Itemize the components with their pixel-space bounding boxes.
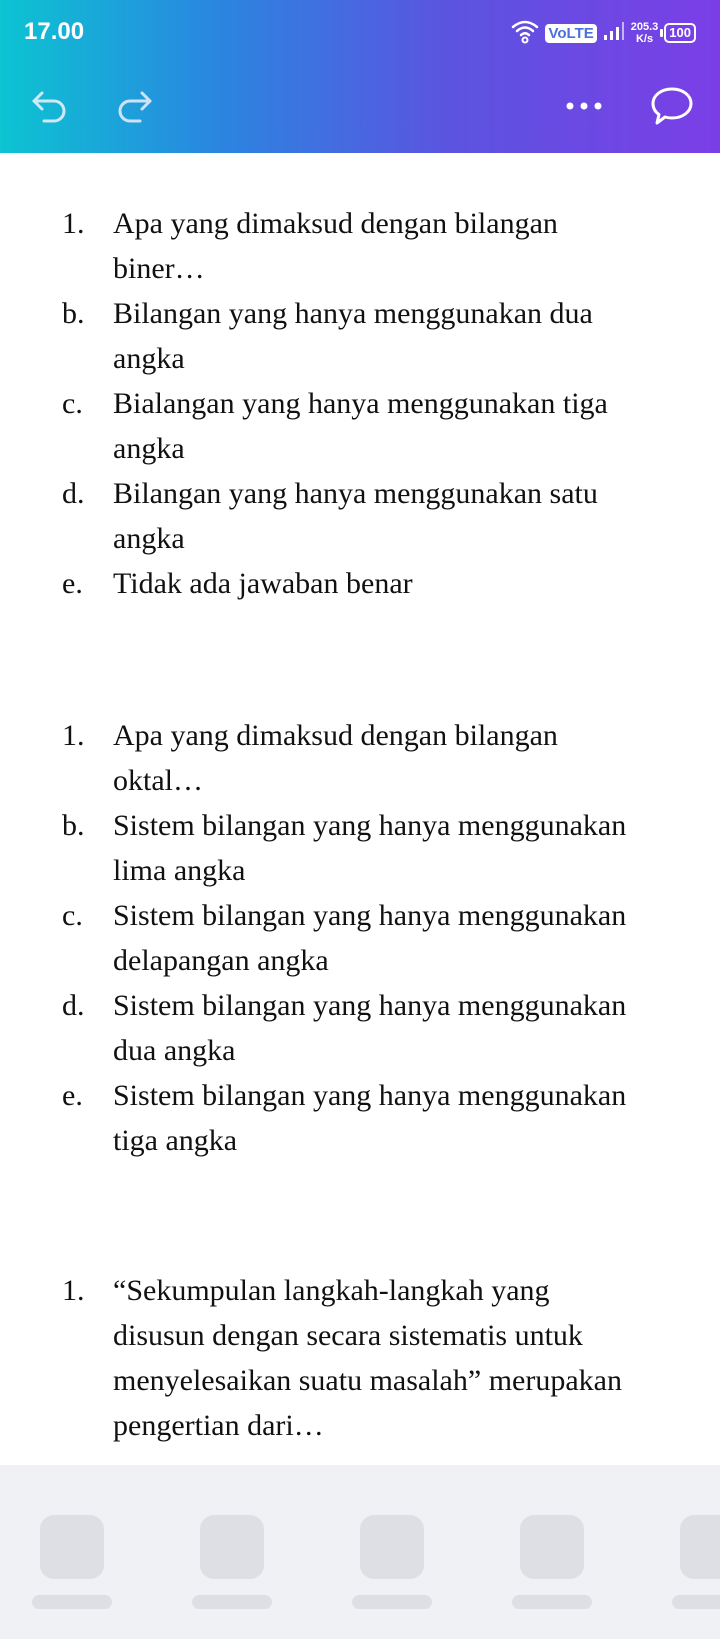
undo-button[interactable]: [22, 80, 78, 136]
more-options-button[interactable]: [556, 80, 612, 136]
tool-placeholder-label: [192, 1595, 272, 1609]
question-text: “Sekumpulan langkah-langkah yang disusun dengan secara sistematis untuk menyelesaikan suatu masalah” merupakan pengertian dari…: [113, 1274, 622, 1442]
answer-option: [62, 983, 682, 1073]
app-header: [0, 0, 720, 153]
answer-option: [62, 291, 682, 381]
option-marker: c.: [62, 387, 83, 420]
question-block: [62, 1268, 682, 1448]
speed-unit: K/s: [635, 33, 654, 45]
comment-icon: [650, 86, 694, 131]
question-stem: [62, 201, 682, 291]
answer-option: [62, 471, 682, 561]
answer-option: [62, 1073, 682, 1163]
option-marker: c.: [62, 899, 83, 932]
tool-placeholder[interactable]: [672, 1515, 720, 1609]
tool-placeholder[interactable]: [32, 1515, 112, 1609]
option-marker: d.: [62, 989, 85, 1022]
option-text: Tidak ada jawaban benar: [113, 567, 413, 600]
option-marker: b.: [62, 297, 85, 330]
bottom-tool-bar: [0, 1465, 720, 1639]
option-marker: d.: [62, 477, 85, 510]
option-text: Bilangan yang hanya menggunakan satu angka: [113, 477, 598, 555]
battery-indicator: 100: [664, 23, 696, 43]
question-number: 1.: [62, 719, 85, 752]
tool-placeholder-icon: [40, 1515, 104, 1579]
tool-placeholder-label: [352, 1595, 432, 1609]
status-time: 17.00: [24, 18, 85, 45]
tool-placeholder-icon: [360, 1515, 424, 1579]
question-stem: [62, 1268, 682, 1448]
speed-value: 205.3: [630, 21, 659, 33]
option-text: Sistem bilangan yang hanya menggunakan lima angka: [113, 809, 627, 887]
question-number: 1.: [62, 207, 85, 240]
tool-placeholder[interactable]: [512, 1515, 592, 1609]
status-bar: [0, 0, 720, 66]
answer-option: [62, 893, 682, 983]
tool-placeholder-label: [512, 1595, 592, 1609]
tool-placeholder-label: [32, 1595, 112, 1609]
question-stem: [62, 713, 682, 803]
question-number: 1.: [62, 1274, 85, 1307]
editor-toolbar: [0, 66, 720, 153]
question-block: [62, 713, 682, 1163]
question-text: Apa yang dimaksud dengan bilangan oktal…: [113, 719, 558, 797]
option-text: Sistem bilangan yang hanya menggunakan delapangan angka: [113, 899, 627, 977]
option-text: Bilangan yang hanya menggunakan dua angka: [113, 297, 593, 375]
status-icons: [511, 18, 696, 48]
tool-placeholder-icon: [200, 1515, 264, 1579]
comment-button[interactable]: [644, 80, 700, 136]
option-text: Sistem bilangan yang hanya menggunakan tiga angka: [113, 1079, 627, 1157]
option-text: Sistem bilangan yang hanya menggunakan dua angka: [113, 989, 627, 1067]
signal-icon: [603, 21, 625, 46]
document-canvas[interactable]: [0, 153, 720, 1465]
question-text: Apa yang dimaksud dengan bilangan biner…: [113, 207, 558, 285]
option-marker: b.: [62, 809, 85, 842]
undo-icon: [30, 89, 70, 128]
option-marker: e.: [62, 567, 83, 600]
question-block: [62, 201, 682, 606]
network-speed: [631, 21, 659, 45]
answer-option: [62, 561, 682, 606]
more-icon: [564, 99, 604, 117]
tool-placeholder-icon: [520, 1515, 584, 1579]
answer-option: [62, 381, 682, 471]
volte-badge: VoLTE: [545, 24, 596, 43]
option-text: Bialangan yang hanya menggunakan tiga angka: [113, 387, 608, 465]
tool-placeholder-icon: [680, 1515, 720, 1579]
tool-placeholder[interactable]: [352, 1515, 432, 1609]
tool-placeholder-label: [672, 1595, 720, 1609]
redo-button[interactable]: [106, 80, 162, 136]
redo-icon: [114, 89, 154, 128]
option-marker: e.: [62, 1079, 83, 1112]
answer-option: [62, 803, 682, 893]
wifi-icon: [511, 18, 539, 49]
tool-placeholder[interactable]: [192, 1515, 272, 1609]
